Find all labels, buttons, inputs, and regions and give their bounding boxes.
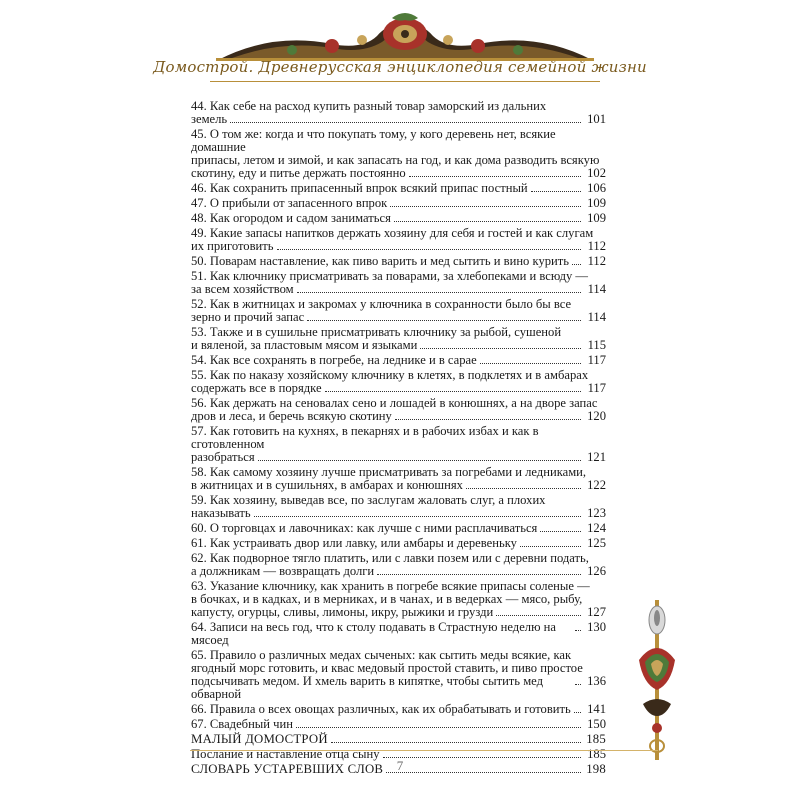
toc-entry (191, 425, 606, 464)
toc-entry-line: капусту, огурцы, сливы, лимоны, икру, рыжики и грузди (191, 605, 494, 619)
toc-entry-line: СЛОВАРЬ УСТАРЕВШИХ СЛОВ (191, 762, 384, 776)
toc-page-number: 122 (587, 478, 606, 492)
toc-entry (191, 255, 606, 268)
toc-entry (191, 733, 606, 746)
dot-leader (480, 363, 581, 364)
toc-entry-line: в житницах и в сушильнях, в амбарах и конюшнях (191, 478, 463, 492)
toc-entry-line: земель (191, 112, 228, 126)
toc-page-number: 185 (587, 747, 606, 761)
toc-entry (191, 466, 606, 492)
dot-leader (390, 206, 581, 207)
toc-entry-line: в бочках, и в кадках, и в мерниках, и в чанах, и в ведерках — мясо, рыбу, (191, 592, 583, 606)
running-head: Домострой. Древнерусская энциклопедия семейной жизни (153, 58, 647, 76)
toc-entry-line: подсычивать медом. И хмель варить в кипятке, чтобы сытить мед обварной (191, 674, 544, 701)
toc-entry (191, 326, 606, 352)
toc-entry (191, 522, 606, 535)
dot-leader (307, 320, 581, 321)
dot-leader (394, 221, 581, 222)
toc-entry-line: 66. Правила о всех овощах различных, как их обрабатывать и готовить (191, 702, 571, 716)
toc-page-number: 121 (587, 450, 606, 464)
toc-page-number: 126 (587, 564, 606, 578)
dot-leader (277, 249, 581, 250)
toc-entry-line: 53. Также и в сушильне присматривать ключнику за рыбой, сушеной (191, 325, 562, 339)
toc-entry-line: 61. Как устраивать двор или лавку, или амбары и деревеньку (191, 536, 517, 550)
footer-divider (190, 750, 658, 751)
toc-page-number: 112 (587, 254, 606, 268)
toc-page-number: 130 (587, 620, 606, 634)
toc-entry-line: 51. Как ключнику присматривать за поварами, за хлебопеками и всюду — (191, 269, 589, 283)
dot-leader (466, 488, 581, 489)
toc-entry-line: зерно и прочий запас (191, 310, 305, 324)
toc-entry-final-line (191, 410, 606, 423)
toc-entry-final-line (191, 212, 606, 225)
toc-entry-line: 48. Как огородом и садом заниматься (191, 211, 391, 225)
toc-entry-final-line (191, 182, 606, 195)
toc-entry-line: разобраться (191, 450, 255, 464)
dot-leader (575, 630, 581, 631)
toc-entry-line: 60. О торговцах и лавочниках: как лучше с ними расплачиваться (191, 521, 538, 535)
dot-leader (377, 574, 581, 575)
toc-page-number: 117 (587, 381, 606, 395)
toc-entry-line: 49. Какие запасы напитков держать хозяину для себя и гостей и как слугам (191, 226, 594, 240)
toc-page-number: 114 (587, 310, 606, 324)
toc-entry-line: 59. Как хозяину, выведав все, по заслугам жаловать слуг, а плохих (191, 493, 546, 507)
toc-entry-line: 67. Свадебный чин (191, 717, 293, 731)
toc-entry (191, 552, 606, 578)
toc-entry (191, 494, 606, 520)
dot-leader (409, 176, 581, 177)
dot-leader (420, 348, 581, 349)
toc-entry (191, 649, 606, 701)
toc-page-number: 123 (587, 506, 606, 520)
page-number: 7 (396, 758, 404, 773)
toc-page-number: 101 (587, 112, 606, 126)
toc-entry (191, 703, 606, 716)
toc-entry-line: дров и леса, и беречь всякую скотину (191, 409, 392, 423)
toc-entry-line: 52. Как в житницах и закромах у ключника в сохранности было бы все (191, 297, 572, 311)
table-of-contents (191, 100, 606, 778)
toc-page-number: 150 (587, 717, 606, 731)
toc-entry (191, 354, 606, 367)
toc-entry (191, 227, 606, 253)
toc-page-number: 112 (587, 239, 606, 253)
toc-page-number: 120 (587, 409, 606, 423)
dot-leader (254, 516, 581, 517)
toc-entry-line: 62. Как подворное тягло платить, или с лавки позем или с деревни подать, (191, 551, 589, 565)
toc-entry-final-line (191, 479, 606, 492)
toc-entry-final-line (191, 675, 606, 701)
toc-entry-line: 47. О прибыли от запасенного впрок (191, 196, 388, 210)
toc-entry-final-line (191, 606, 606, 619)
toc-page-number: 127 (587, 605, 606, 619)
toc-entry-line: 64. Записи на весь год, что к столу подавать в Страстную неделю на мясоед (191, 620, 556, 647)
dot-leader (296, 727, 581, 728)
header-divider (210, 81, 600, 82)
toc-page-number: 141 (587, 702, 606, 716)
toc-entry-line: 50. Поварам наставление, как пиво варить и мед сытить и вино курить (191, 254, 570, 268)
toc-entry (191, 270, 606, 296)
toc-entry-final-line (191, 565, 606, 578)
toc-entry (191, 197, 606, 210)
toc-entry-line: 57. Как готовить на кухнях, в пекарнях и в рабочих избах и как в сготовленном (191, 424, 539, 451)
toc-entry-line: наказывать (191, 506, 251, 520)
toc-entry (191, 298, 606, 324)
dot-leader (520, 546, 581, 547)
toc-entry-final-line (191, 354, 606, 367)
toc-entry (191, 100, 606, 126)
toc-entry-line: 44. Как себе на расход купить разный товар заморский из дальних (191, 99, 547, 113)
toc-entry (191, 128, 606, 180)
dot-leader (395, 419, 581, 420)
dot-leader (297, 292, 581, 293)
toc-entry-line: 55. Как по наказу хозяйскому ключнику в клетях, в подклетях и в амбарах (191, 368, 589, 382)
toc-entry-line: скотину, еду и питье держать постоянно (191, 166, 406, 180)
toc-entry-line: ягодный морс готовить, и квас медовый простой ставить, и пиво простое (191, 661, 583, 675)
toc-entry-line: припасы, летом и зимой, и как запасать на год, и как дома разводить всякую (191, 153, 600, 167)
toc-entry-final-line (191, 703, 606, 716)
toc-entry (191, 212, 606, 225)
toc-page-number: 124 (587, 521, 606, 535)
toc-entry (191, 718, 606, 731)
toc-entry (191, 621, 606, 647)
dot-leader (325, 391, 581, 392)
dot-leader (540, 531, 581, 532)
toc-entry-line: МАЛЫЙ ДОМОСТРОЙ (191, 732, 328, 746)
toc-entry-final-line (191, 537, 606, 550)
toc-entry-final-line (191, 167, 606, 180)
toc-entry-line: за всем хозяйством (191, 282, 294, 296)
dot-leader (496, 615, 581, 616)
toc-page-number: 114 (587, 282, 606, 296)
toc-entry-line: 45. О том же: когда и что покупать тому, у кого деревень нет, всякие домашние (191, 127, 556, 154)
dot-leader (258, 460, 581, 461)
toc-entry-final-line (191, 621, 606, 647)
toc-entry-final-line (191, 113, 606, 126)
toc-page-number: 198 (586, 762, 606, 776)
toc-entry-line: 46. Как сохранить припасенный впрок всякий припас постный (191, 181, 528, 195)
toc-entry-final-line (191, 240, 606, 253)
toc-entry-final-line (191, 733, 606, 746)
toc-entry (191, 182, 606, 195)
toc-entry-final-line (191, 382, 606, 395)
toc-entry-line: их приготовить (191, 239, 274, 253)
toc-entry-line: 56. Как держать на сеновалах сено и лошадей в конюшнях, а на дворе запас (191, 396, 598, 410)
toc-entry-line: Послание и наставление отца сыну (191, 747, 380, 761)
dot-leader (531, 191, 581, 192)
side-ornament-image (627, 600, 687, 760)
toc-entry-final-line (191, 522, 606, 535)
dot-leader (575, 684, 581, 685)
dot-leader (331, 742, 581, 743)
toc-entry-line: 63. Указание ключнику, как хранить в погребе всякие припасы соленые — (191, 579, 590, 593)
toc-page-number: 125 (587, 536, 606, 550)
toc-entry (191, 369, 606, 395)
toc-entry-final-line (191, 255, 606, 268)
toc-page-number: 185 (586, 732, 606, 746)
toc-entry-line: содержать все в порядке (191, 381, 322, 395)
toc-entry-final-line (191, 718, 606, 731)
toc-page-number: 109 (587, 211, 606, 225)
toc-page-number: 106 (587, 181, 606, 195)
toc-page-number: 109 (587, 196, 606, 210)
toc-entry-line: 65. Правило о различных медах сыченых: как сытить меды всякие, как (191, 648, 572, 662)
toc-entry-line: 54. Как все сохранять в погребе, на леднике и в сарае (191, 353, 477, 367)
dot-leader (572, 264, 581, 265)
toc-entry-final-line (191, 283, 606, 296)
toc-page-number: 136 (587, 674, 606, 688)
dot-leader (230, 122, 581, 123)
toc-entry-final-line (191, 311, 606, 324)
toc-entry (191, 397, 606, 423)
toc-page-number: 102 (587, 166, 606, 180)
toc-entry (191, 537, 606, 550)
toc-entry-final-line (191, 197, 606, 210)
toc-entry-final-line (191, 451, 606, 464)
toc-entry-final-line (191, 507, 606, 520)
toc-entry (191, 580, 606, 619)
toc-entry-line: и вяленой, за пластовым мясом и языками (191, 338, 418, 352)
dot-leader (574, 712, 581, 713)
toc-page-number: 117 (587, 353, 606, 367)
toc-entry-line: 58. Как самому хозяину лучше присматривать за погребами и ледниками, (191, 465, 587, 479)
toc-entry-line: а должникам — возвращать долги (191, 564, 375, 578)
toc-page-number: 115 (587, 338, 606, 352)
toc-entry-final-line (191, 339, 606, 352)
